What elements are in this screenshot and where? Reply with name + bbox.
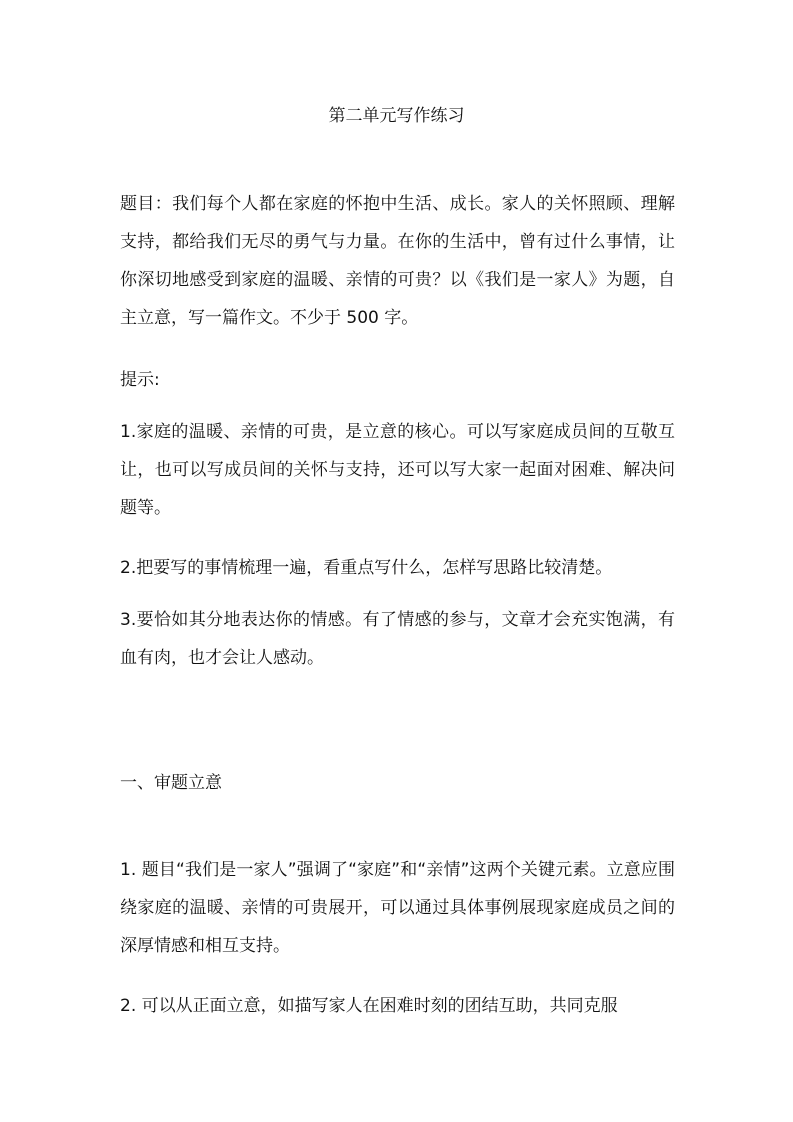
essay-prompt: 题目：我们每个人都在家庭的怀抱中生活、成长。家人的关怀照顾、理解支持，都给我们无尽的勇气与力量。在你的生活中，曾有过什么事情，让你深切地感受到家庭的温暖、亲情的可贵？以《我们是一家人》为题，自主立意，写一篇作文。不少于 500 字。 — [120, 194, 675, 328]
hint-item-3: 3.要恰如其分地表达你的情感。有了情感的参与，文章才会充实饱满，有血有肉，也才会让人感动。 — [120, 610, 675, 668]
hint-label: 提示: — [120, 370, 160, 390]
section-point-2: 2. 可以从正面立意，如描写家人在困难时刻的团结互助，共同克服 — [120, 996, 618, 1016]
hint-item-2: 2.把要写的事情梳理一遍，看重点写什么，怎样写思路比较清楚。 — [120, 558, 613, 578]
hint-item-1: 1.家庭的温暖、亲情的可贵，是立意的核心。可以写家庭成员间的互敬互让，也可以写成员间的关怀与支持，还可以写大家一起面对困难、解决问题等。 — [120, 422, 675, 518]
page-title: 第二单元写作练习 — [328, 106, 465, 126]
section-heading: 一、审题立意 — [120, 773, 222, 793]
section-point-1: 1. 题目“我们是一家人”强调了“家庭”和“亲情”这两个关键元素。立意应围绕家庭的温暖、亲情的可贵展开，可以通过具体事例展现家庭成员之间的深厚情感和相互支持。 — [120, 860, 675, 956]
